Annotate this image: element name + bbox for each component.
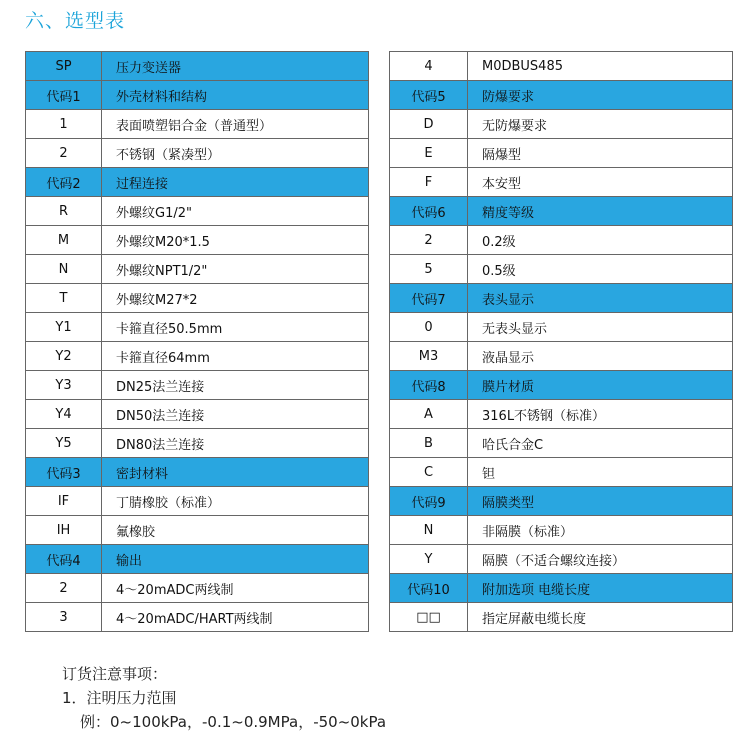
table-row xyxy=(26,371,369,400)
option-description: 隔膜（不适合螺纹连接） xyxy=(468,545,733,574)
table-row xyxy=(26,197,369,226)
table-header-row xyxy=(390,197,733,226)
option-description: 膜片材质 xyxy=(468,371,733,400)
option-code: Y1 xyxy=(26,313,102,342)
option-code: E xyxy=(390,139,468,168)
option-code: R xyxy=(26,197,102,226)
option-code: B xyxy=(390,429,468,458)
option-code: Y2 xyxy=(26,342,102,371)
option-code: Y5 xyxy=(26,429,102,458)
table-row xyxy=(390,168,733,197)
table-row xyxy=(390,603,733,632)
table-header-row xyxy=(26,458,369,487)
table-header-row xyxy=(390,284,733,313)
option-code: D xyxy=(390,110,468,139)
option-description: 本安型 xyxy=(468,168,733,197)
option-code: 代码10 xyxy=(390,574,468,603)
option-description: 卡箍直径50.5mm xyxy=(102,313,369,342)
option-description: 无表头显示 xyxy=(468,313,733,342)
option-code: 0 xyxy=(390,313,468,342)
option-code: □□ xyxy=(390,603,468,632)
ordering-notes xyxy=(62,662,386,734)
option-code: N xyxy=(26,255,102,284)
option-description: 卡箍直径64mm xyxy=(102,342,369,371)
option-code: 4 xyxy=(390,52,468,81)
option-description: 表头显示 xyxy=(468,284,733,313)
table-row xyxy=(390,342,733,371)
option-code: M3 xyxy=(390,342,468,371)
table-row xyxy=(390,400,733,429)
table-row xyxy=(26,400,369,429)
option-description: 无防爆要求 xyxy=(468,110,733,139)
table-header-row xyxy=(26,545,369,574)
table-row xyxy=(390,458,733,487)
page-title: 六、选型表 xyxy=(25,10,126,32)
option-code: 代码8 xyxy=(390,371,468,400)
table-row xyxy=(390,110,733,139)
option-code: 3 xyxy=(26,603,102,632)
option-description: 表面喷塑铝合金（普通型） xyxy=(102,110,369,139)
option-code: 代码6 xyxy=(390,197,468,226)
option-description: 压力变送器 xyxy=(102,52,369,81)
option-description: 4～20mADC两线制 xyxy=(102,574,369,603)
table-header-row xyxy=(26,52,369,81)
option-code: 代码4 xyxy=(26,545,102,574)
table-row xyxy=(26,110,369,139)
table-row xyxy=(390,516,733,545)
selection-table-left xyxy=(25,51,369,632)
option-code: Y3 xyxy=(26,371,102,400)
option-description: 外螺纹G1/2" xyxy=(102,197,369,226)
option-code: IF xyxy=(26,487,102,516)
option-description: 氟橡胶 xyxy=(102,516,369,545)
option-description: 外螺纹M20*1.5 xyxy=(102,226,369,255)
selection-table-right xyxy=(389,51,733,632)
option-code: SP xyxy=(26,52,102,81)
table-row xyxy=(390,52,733,81)
table-header-row xyxy=(390,371,733,400)
table-row xyxy=(26,487,369,516)
option-description: 指定屏蔽电缆长度 xyxy=(468,603,733,632)
option-description: 非隔膜（标准） xyxy=(468,516,733,545)
table-row xyxy=(26,284,369,313)
option-code: Y xyxy=(390,545,468,574)
option-code: IH xyxy=(26,516,102,545)
option-description: 丁腈橡胶（标准） xyxy=(102,487,369,516)
option-description: 精度等级 xyxy=(468,197,733,226)
option-description: 哈氏合金C xyxy=(468,429,733,458)
option-description: 隔爆型 xyxy=(468,139,733,168)
table-row xyxy=(390,313,733,342)
option-description: 不锈钢（紧凑型） xyxy=(102,139,369,168)
option-description: 0.5级 xyxy=(468,255,733,284)
option-code: 2 xyxy=(390,226,468,255)
table-header-row xyxy=(390,81,733,110)
table-row xyxy=(26,429,369,458)
table-header-row xyxy=(26,168,369,197)
option-code: C xyxy=(390,458,468,487)
table-row xyxy=(26,226,369,255)
option-description: 316L不锈钢（标准） xyxy=(468,400,733,429)
option-description: 附加选项 电缆长度 xyxy=(468,574,733,603)
table-row xyxy=(26,313,369,342)
table-row xyxy=(390,226,733,255)
option-code: M xyxy=(26,226,102,255)
option-code: 代码3 xyxy=(26,458,102,487)
option-description: 输出 xyxy=(102,545,369,574)
table-row xyxy=(26,574,369,603)
option-description: DN50法兰连接 xyxy=(102,400,369,429)
option-description: M0DBUS485 xyxy=(468,52,733,81)
option-description: 0.2级 xyxy=(468,226,733,255)
table-row xyxy=(390,545,733,574)
table-row xyxy=(390,429,733,458)
table-header-row xyxy=(390,574,733,603)
option-description: 外螺纹NPT1/2" xyxy=(102,255,369,284)
table-row xyxy=(390,139,733,168)
table-header-row xyxy=(26,81,369,110)
option-code: 代码1 xyxy=(26,81,102,110)
notes-example: 例：0~100kPa，-0.1~0.9MPa，-50~0kPa xyxy=(80,713,387,731)
option-description: 密封材料 xyxy=(102,458,369,487)
option-code: 代码7 xyxy=(390,284,468,313)
option-description: DN25法兰连接 xyxy=(102,371,369,400)
option-description: 过程连接 xyxy=(102,168,369,197)
option-code: 1 xyxy=(26,110,102,139)
table-row xyxy=(26,255,369,284)
option-code: N xyxy=(390,516,468,545)
option-code: A xyxy=(390,400,468,429)
table-row xyxy=(26,603,369,632)
table-row xyxy=(26,342,369,371)
option-code: 代码9 xyxy=(390,487,468,516)
option-description: 液晶显示 xyxy=(468,342,733,371)
notes-heading: 订货注意事项： xyxy=(62,665,168,683)
option-description: DN80法兰连接 xyxy=(102,429,369,458)
option-code: 2 xyxy=(26,574,102,603)
option-description: 钽 xyxy=(468,458,733,487)
option-code: 5 xyxy=(390,255,468,284)
option-code: T xyxy=(26,284,102,313)
option-description: 隔膜类型 xyxy=(468,487,733,516)
option-code: Y4 xyxy=(26,400,102,429)
option-code: F xyxy=(390,168,468,197)
option-code: 代码5 xyxy=(390,81,468,110)
option-code: 2 xyxy=(26,139,102,168)
option-description: 外螺纹M27*2 xyxy=(102,284,369,313)
option-description: 防爆要求 xyxy=(468,81,733,110)
table-header-row xyxy=(390,487,733,516)
option-description: 4～20mADC/HART两线制 xyxy=(102,603,369,632)
notes-item-1: 1．注明压力范围 xyxy=(62,689,177,707)
table-row xyxy=(26,139,369,168)
table-row xyxy=(390,255,733,284)
option-description: 外壳材料和结构 xyxy=(102,81,369,110)
option-code: 代码2 xyxy=(26,168,102,197)
table-row xyxy=(26,516,369,545)
